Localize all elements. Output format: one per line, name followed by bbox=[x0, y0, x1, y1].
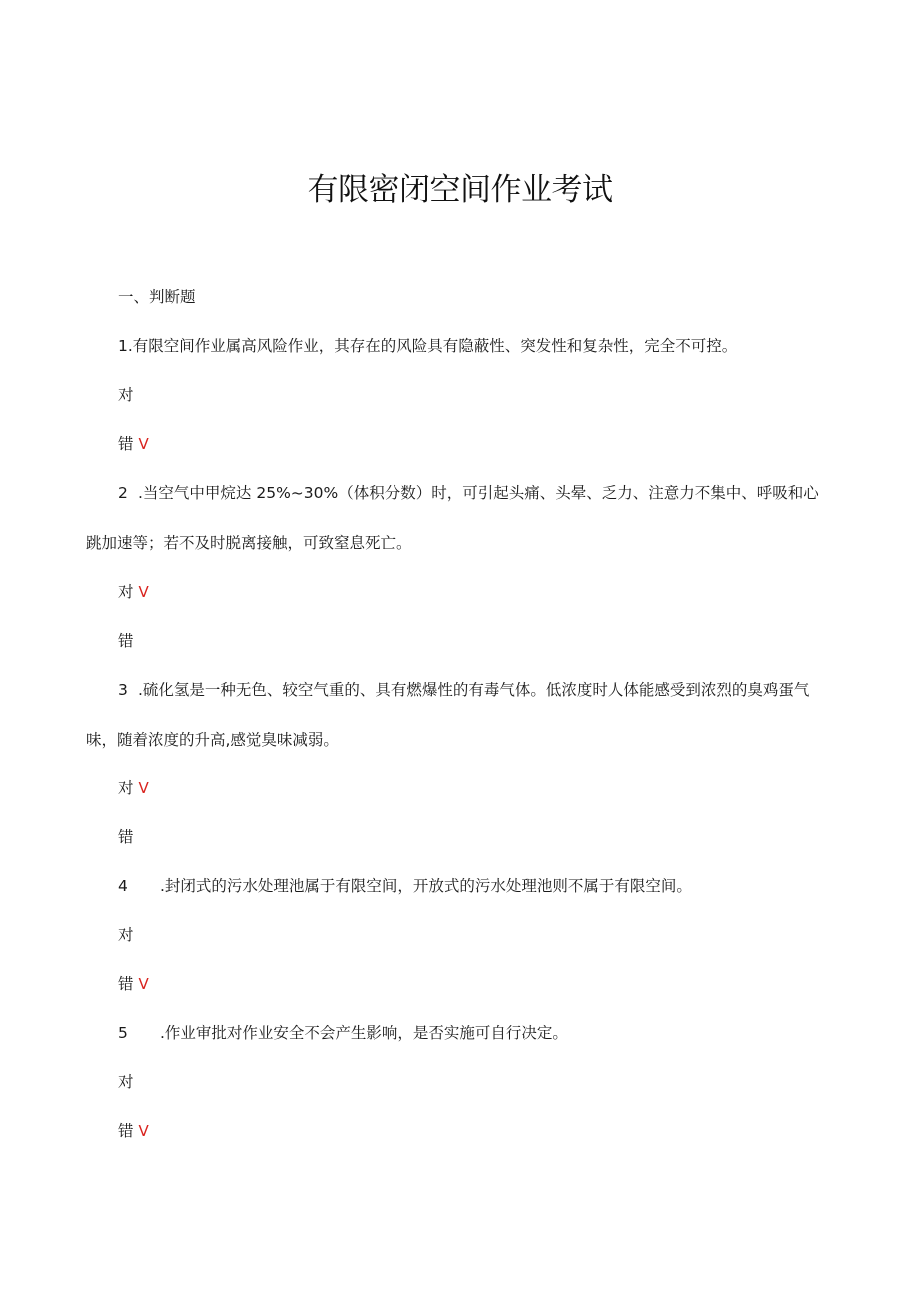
question-4 bbox=[118, 875, 692, 897]
option-false[interactable] bbox=[118, 630, 139, 652]
option-true[interactable] bbox=[118, 384, 139, 406]
check-mark: V bbox=[138, 975, 149, 993]
check-mark: V bbox=[138, 779, 149, 797]
option-label: 错 bbox=[118, 828, 134, 846]
question-2 bbox=[86, 468, 826, 568]
option-true[interactable] bbox=[118, 777, 149, 799]
section-heading: 一、判断题 bbox=[118, 288, 196, 306]
option-label: 对 bbox=[118, 926, 134, 944]
option-label: 对 bbox=[118, 386, 134, 404]
option-label: 对 bbox=[118, 583, 134, 601]
question-number: 5 bbox=[118, 1024, 128, 1042]
question-number: 2 bbox=[118, 484, 128, 502]
option-label: 错 bbox=[118, 975, 134, 993]
option-true[interactable] bbox=[118, 581, 149, 603]
question-text: 有限空间作业属高风险作业，其存在的风险具有隐蔽性、突发性和复杂性，完全不可控。 bbox=[132, 337, 738, 355]
option-label: 错 bbox=[118, 1122, 134, 1140]
option-label: 对 bbox=[118, 1073, 134, 1091]
check-mark: V bbox=[138, 583, 149, 601]
question-5 bbox=[118, 1022, 568, 1044]
option-label: 错 bbox=[118, 435, 134, 453]
option-false[interactable] bbox=[118, 973, 149, 995]
question-number: 3 bbox=[118, 681, 128, 699]
question-text: .封闭式的污水处理池属于有限空间，开放式的污水处理池则不属于有限空间。 bbox=[160, 877, 692, 895]
document-title: 有限密闭空间作业考试 bbox=[307, 172, 613, 208]
option-true[interactable] bbox=[118, 1071, 139, 1093]
option-label: 错 bbox=[118, 632, 134, 650]
option-true[interactable] bbox=[118, 924, 139, 946]
question-text: .当空气中甲烷达 25%~30%（体积分数）时，可引起头痛、头晕、乏力、注意力不集中、呼吸和心跳加速等；若不及时脱离接触，可致窒息死亡。 bbox=[86, 484, 819, 552]
question-text: .硫化氢是一种无色、较空气重的、具有燃爆性的有毒气体。低浓度时人体能感受到浓烈的臭鸡蛋气味，随着浓度的升高,感觉臭味减弱。 bbox=[86, 681, 810, 749]
question-number: 4 bbox=[118, 877, 128, 895]
question-1 bbox=[118, 335, 737, 357]
question-number: 1. bbox=[118, 337, 133, 355]
check-mark: V bbox=[138, 435, 149, 453]
question-text: .作业审批对作业安全不会产生影响，是否实施可自行决定。 bbox=[160, 1024, 568, 1042]
option-label: 对 bbox=[118, 779, 134, 797]
option-false[interactable] bbox=[118, 826, 139, 848]
option-false[interactable] bbox=[118, 1120, 149, 1142]
question-3 bbox=[86, 665, 826, 765]
check-mark: V bbox=[138, 1122, 149, 1140]
option-false[interactable] bbox=[118, 433, 149, 455]
